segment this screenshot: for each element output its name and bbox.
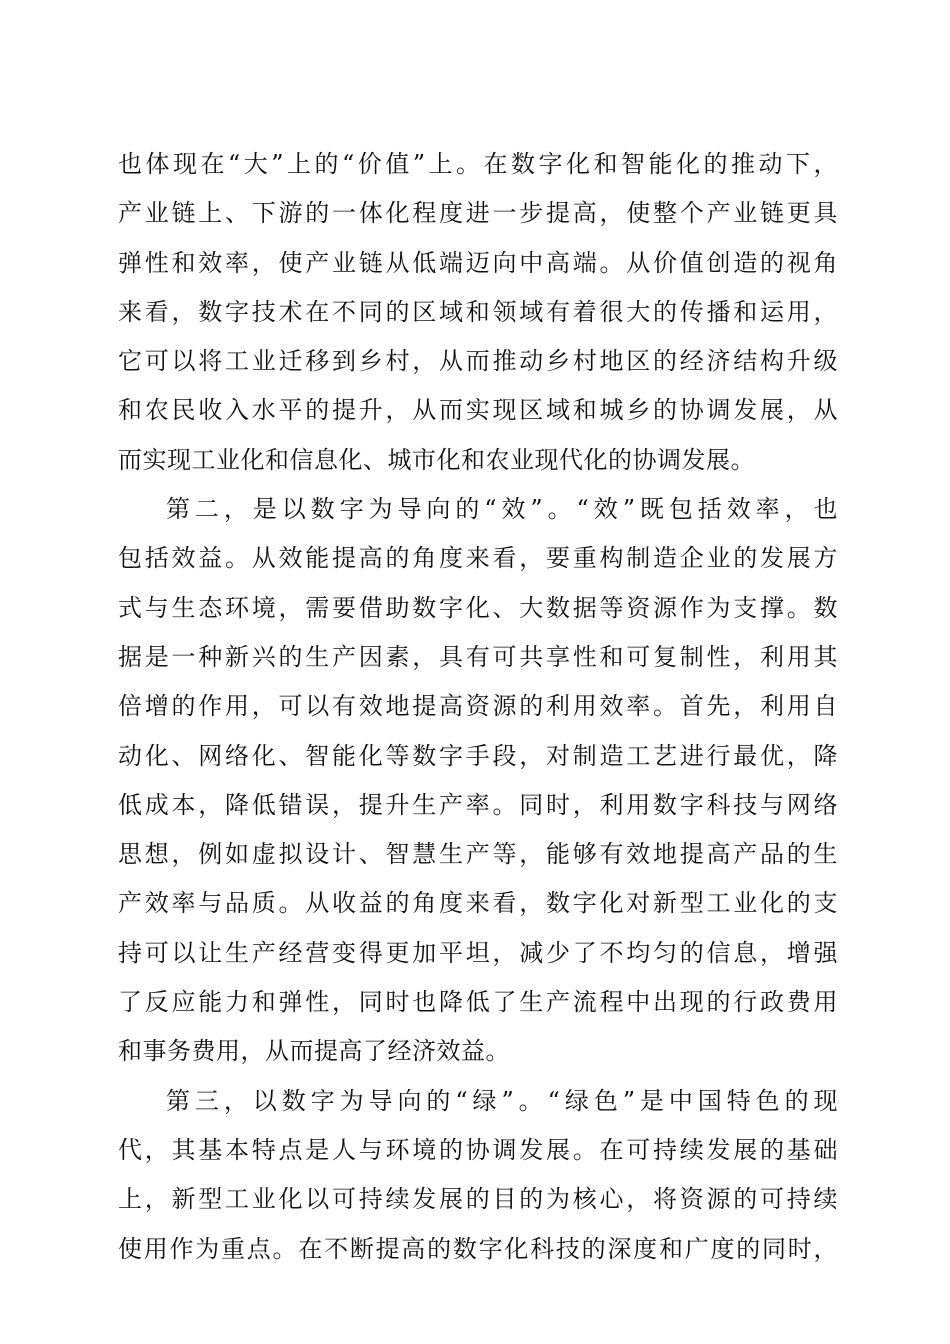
text-line: 动化、网络化、智能化等数字手段，对制造工艺进行最优，降 xyxy=(118,741,838,770)
text-line: 产效率与品质。从收益的角度来看，数字化对新型工业化的支 xyxy=(118,889,838,918)
text-line: 据是一种新兴的生产因素，具有可共享性和可复制性，利用其 xyxy=(118,642,838,671)
text-line: 第二，是以数字为导向的“效”。“效”既包括效率，也 xyxy=(166,495,838,524)
text-line: 第三，以数字为导向的“绿”。“绿色”是中国特色的现 xyxy=(166,1086,838,1115)
text-line: 包括效益。从效能提高的角度来看，要重构制造企业的发展方 xyxy=(118,544,838,573)
text-line: 产业链上、下游的一体化程度进一步提高，使整个产业链更具 xyxy=(118,199,838,228)
text-line: 思想，例如虚拟设计、智慧生产等，能够有效地提高产品的生 xyxy=(118,840,838,869)
text-line: 代，其基本特点是人与环境的协调发展。在可持续发展的基础 xyxy=(118,1135,838,1164)
text-line: 它可以将工业迁移到乡村，从而推动乡村地区的经济结构升级 xyxy=(118,347,838,376)
paragraph-value-continuation xyxy=(118,140,838,485)
text-line: 弹性和效率，使产业链从低端迈向中高端。从价值创造的视角 xyxy=(118,248,838,277)
paragraph-green xyxy=(118,1077,838,1274)
text-line: 低成本，降低错误，提升生产率。同时，利用数字科技与网络 xyxy=(118,790,838,819)
text-line: 而实现工业化和信息化、城市化和农业现代化的协调发展。 xyxy=(118,445,755,474)
text-line: 和事务费用，从而提高了经济效益。 xyxy=(118,1037,510,1066)
text-line: 倍增的作用，可以有效地提高资源的利用效率。首先，利用自 xyxy=(118,692,838,721)
text-line: 也体现在“大”上的“价值”上。在数字化和智能化的推动下， xyxy=(118,150,838,178)
text-line: 持可以让生产经营变得更加平坦，减少了不均匀的信息，增强 xyxy=(118,938,838,967)
document-page xyxy=(118,140,838,1274)
paragraph-efficiency xyxy=(118,485,838,1077)
text-line: 来看，数字技术在不同的区域和领域有着很大的传播和运用， xyxy=(118,297,838,326)
text-line: 式与生态环境，需要借助数字化、大数据等资源作为支撑。数 xyxy=(118,593,838,622)
text-line: 使用作为重点。在不断提高的数字化科技的深度和广度的同时， xyxy=(118,1234,838,1263)
text-line: 和农民收入水平的提升，从而实现区域和城乡的协调发展，从 xyxy=(118,396,838,425)
text-line: 上，新型工业化以可持续发展的目的为核心，将资源的可持续 xyxy=(118,1185,838,1214)
text-line: 了反应能力和弹性，同时也降低了生产流程中出现的行政费用 xyxy=(118,988,838,1017)
